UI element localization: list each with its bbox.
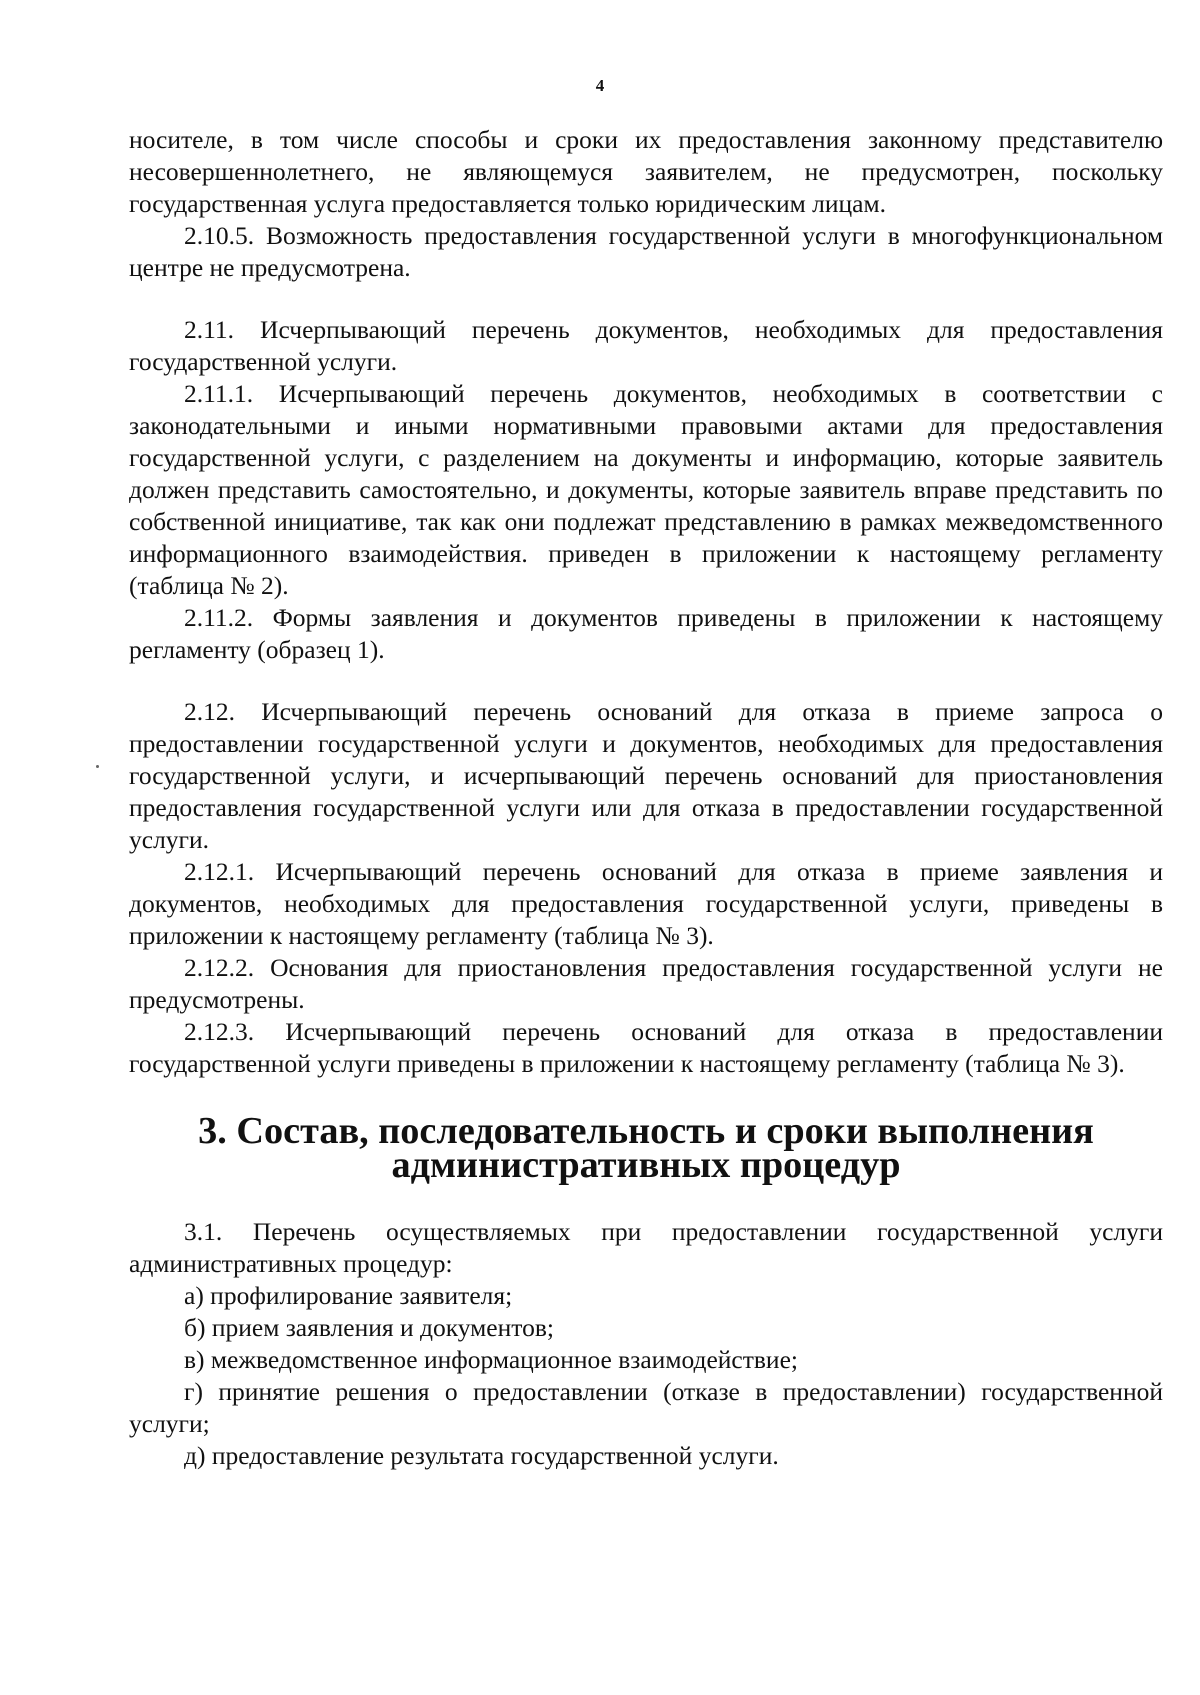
paragraph-2-12-1: 2.12.1. Исчерпывающий перечень оснований для отказа в приеме заявления и документов, необходимых для предоставления государственной услуги, приведены в приложении к настоящему регламенту (таблица № 3). <box>129 857 1163 950</box>
paragraph-continuation: носителе, в том числе способы и сроки их предоставления законному представителю несовершеннолетнего, не являющемуся заявителем, не предусмотрен, поскольку государственная услуга предоставляется только юридическим лицам. <box>129 125 1163 218</box>
paragraph-2-12-3: 2.12.3. Исчерпывающий перечень оснований для отказа в предоставлении государственной услуги приведены в приложении к настоящему регламенту (таблица № 3). <box>129 1017 1163 1078</box>
paragraph-2-10-5: 2.10.5. Возможность предоставления государственной услуги в многофункциональном центре не предусмотрена. <box>129 221 1163 282</box>
section-3-heading <box>129 1110 1163 1186</box>
scan-speck <box>96 765 99 768</box>
document-body <box>129 124 1163 1472</box>
paragraph-2-11: 2.11. Исчерпывающий перечень документов, необходимых для предоставления государственной услуги. <box>129 315 1163 376</box>
paragraph-2-11-1: 2.11.1. Исчерпывающий перечень документов, необходимых в соответствии с законодательными и иными нормативными правовыми актами для предоставления государственной услуги, с разделением на документы и информацию, которые заявитель должен представить самостоятельно, и документы, которые заявитель вправе представить по собственной инициативе, так как они подлежат представлению в рамках межведомственного информационного взаимодействия. приведен в приложении к настоящему регламенту (таблица № 2). <box>129 379 1163 600</box>
paragraph-2-12: 2.12. Исчерпывающий перечень оснований для отказа в приеме запроса о предоставлении государственной услуги и документов, необходимых для предоставления государственной услуги, и исчерпывающий перечень оснований для приостановления предоставления государственной услуги или для отказа в предоставлении государственной услуги. <box>129 697 1163 854</box>
spacer <box>129 284 1163 314</box>
list-item-v: в) межведомственное информационное взаимодействие; <box>184 1345 798 1374</box>
paragraph-2-12-2: 2.12.2. Основания для приостановления предоставления государственной услуги не предусмотрены. <box>129 953 1163 1014</box>
paragraph-2-11-2: 2.11.2. Формы заявления и документов приведены в приложении к настоящему регламенту (образец 1). <box>129 603 1163 664</box>
list-item-b: б) прием заявления и документов; <box>184 1313 554 1342</box>
list-item-a: а) профилирование заявителя; <box>184 1281 513 1310</box>
section-3-heading-line-1: 3. Состав, последовательность и сроки выполнения <box>198 1110 1094 1152</box>
spacer <box>129 666 1163 696</box>
list-item-d: д) предоставление результата государственной услуги. <box>184 1441 779 1470</box>
list-item-g: г) принятие решения о предоставлении (отказе в предоставлении) государственной услуги; <box>129 1377 1163 1438</box>
paragraph-3-1: 3.1. Перечень осуществляемых при предоставлении государственной услуги административных процедур: <box>129 1217 1163 1278</box>
spacer <box>129 1080 1163 1114</box>
section-3-heading-line-2: административных процедур <box>391 1144 901 1186</box>
page-number: 4 <box>595 76 605 95</box>
spacer <box>129 1182 1163 1216</box>
